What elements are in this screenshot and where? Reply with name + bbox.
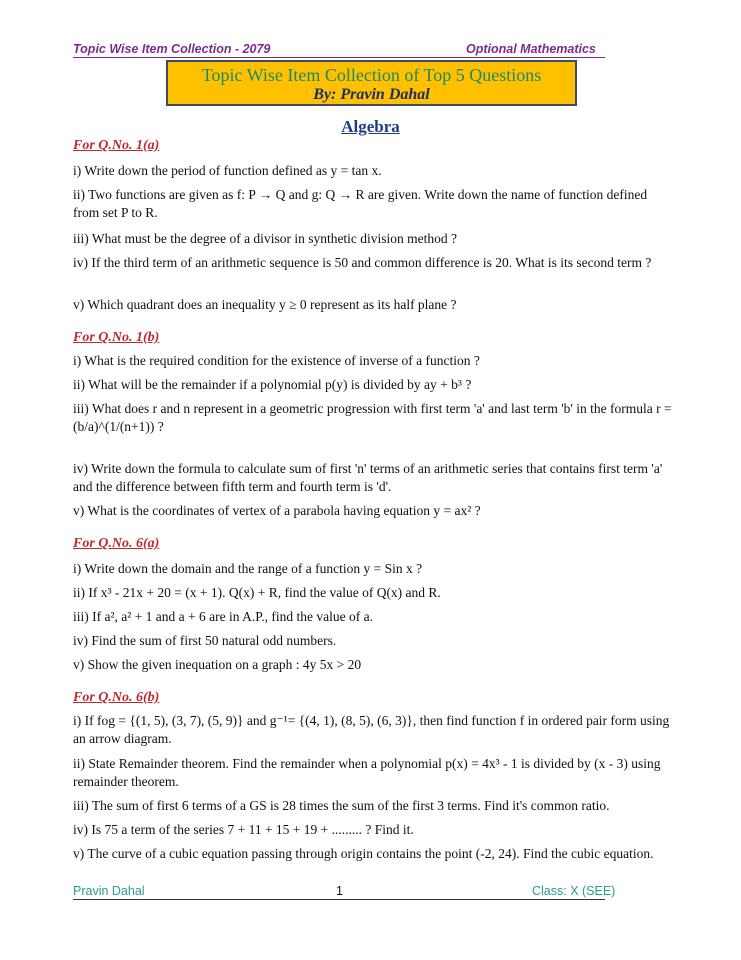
question-text: i) Write down the period of function defined as y = tan x. — [73, 163, 382, 178]
question-text: iii) If a², a² + 1 and a + 6 are in A.P., find the value of a. — [73, 609, 373, 624]
question-text: i) If fog = {(1, 5), (3, 7), (5, 9)} and g⁻¹= {(4, 1), (8, 5), (6, 3)}, then find function f in ordered pair form using an arrow diagram. — [73, 713, 670, 746]
header-rule — [73, 57, 605, 58]
question-text: v) What is the coordinates of vertex of a parabola having equation y = ax² ? — [73, 503, 481, 518]
question-text: iii) The sum of first 6 terms of a GS is 28 times the sum of the first 3 terms. Find it's common ratio. — [73, 798, 610, 813]
question-text: i) What is the required condition for the existence of inverse of a function ? — [73, 353, 480, 368]
question-1b-v — [73, 502, 673, 520]
question-1a-v — [73, 296, 673, 314]
question-text: ii) State Remainder theorem. Find the remainder when a polynomial p(x) = 4x³ - 1 is divided by (x - 3) using remainder theorem. — [73, 756, 661, 789]
question-6a-iv — [73, 632, 673, 650]
header-right-title: Optional Mathematics — [466, 42, 596, 56]
question-text: i) Write down the domain and the range of a function y = Sin x ? — [73, 561, 423, 576]
question-6a-ii — [73, 584, 673, 602]
question-1a-iv — [73, 254, 673, 272]
question-text: v) Which quadrant does an inequality y ≥ 0 represent as its half plane ? — [73, 297, 457, 312]
question-text: iv) Write down the formula to calculate sum of first 'n' terms of an arithmetic series that contains first term 'a' and the difference between fifth term and fourth term is 'd'. — [73, 461, 663, 494]
banner-title: Topic Wise Item Collection of Top 5 Questions — [201, 65, 542, 85]
question-text: ii) What will be the remainder if a polynomial p(y) is divided by ay + b³ ? — [73, 377, 472, 392]
question-6b-v — [73, 845, 673, 863]
question-1b-iv — [73, 460, 673, 496]
footer-author: Pravin Dahal — [73, 884, 145, 898]
section-title-6a: For Q.No. 6(a) — [73, 536, 160, 551]
question-text: iii) What must be the degree of a divisor in synthetic division method ? — [73, 231, 458, 246]
question-text: ii) If x³ - 21x + 20 = (x + 1). Q(x) + R, find the value of Q(x) and R. — [73, 585, 441, 600]
question-text: v) The curve of a cubic equation passing through origin contains the point (-2, 24). Find the cubic equation. — [73, 846, 654, 861]
question-6a-v — [73, 656, 673, 674]
question-1a-ii — [73, 186, 673, 222]
question-6b-i — [73, 712, 673, 748]
footer-page-number: 1 — [336, 884, 343, 898]
footer-class: Class: X (SEE) — [532, 884, 616, 898]
question-6a-iii — [73, 608, 673, 626]
footer-rule — [73, 899, 605, 900]
question-text: iv) If the third term of an arithmetic sequence is 50 and common difference is 20. What is its second term ? — [73, 255, 652, 270]
question-text: v) Show the given inequation on a graph : 4y 5x > 20 — [73, 657, 362, 672]
question-1b-iii — [73, 400, 673, 436]
question-6b-iii — [73, 797, 673, 815]
question-6a-i — [73, 560, 673, 578]
subject-heading: Algebra — [341, 117, 400, 136]
title-banner — [166, 60, 577, 106]
question-6b-ii — [73, 755, 673, 791]
question-text: ii) Two functions are given as f: P → Q and g: Q → R are given. Write down the name of function defined from set P to R. — [73, 187, 648, 220]
question-text: iv) Find the sum of first 50 natural odd numbers. — [73, 633, 337, 648]
banner-author: By: Pravin Dahal — [313, 86, 430, 103]
question-1a-i — [73, 162, 673, 180]
header-left-title: Topic Wise Item Collection - 2079 — [73, 42, 271, 56]
section-title-1a: For Q.No. 1(a) — [73, 138, 160, 153]
question-text: iii) What does r and n represent in a geometric progression with first term 'a' and last term 'b' in the formula r = (b/a)^(1/(n+1)) ? — [73, 401, 672, 434]
question-6b-iv — [73, 821, 673, 839]
question-text: iv) Is 75 a term of the series 7 + 11 + 15 + 19 + ......... ? Find it. — [73, 822, 414, 837]
question-1a-iii — [73, 230, 673, 248]
question-1b-i — [73, 352, 673, 370]
question-1b-ii — [73, 376, 673, 394]
section-title-6b: For Q.No. 6(b) — [73, 690, 160, 705]
section-title-1b: For Q.No. 1(b) — [73, 330, 160, 345]
